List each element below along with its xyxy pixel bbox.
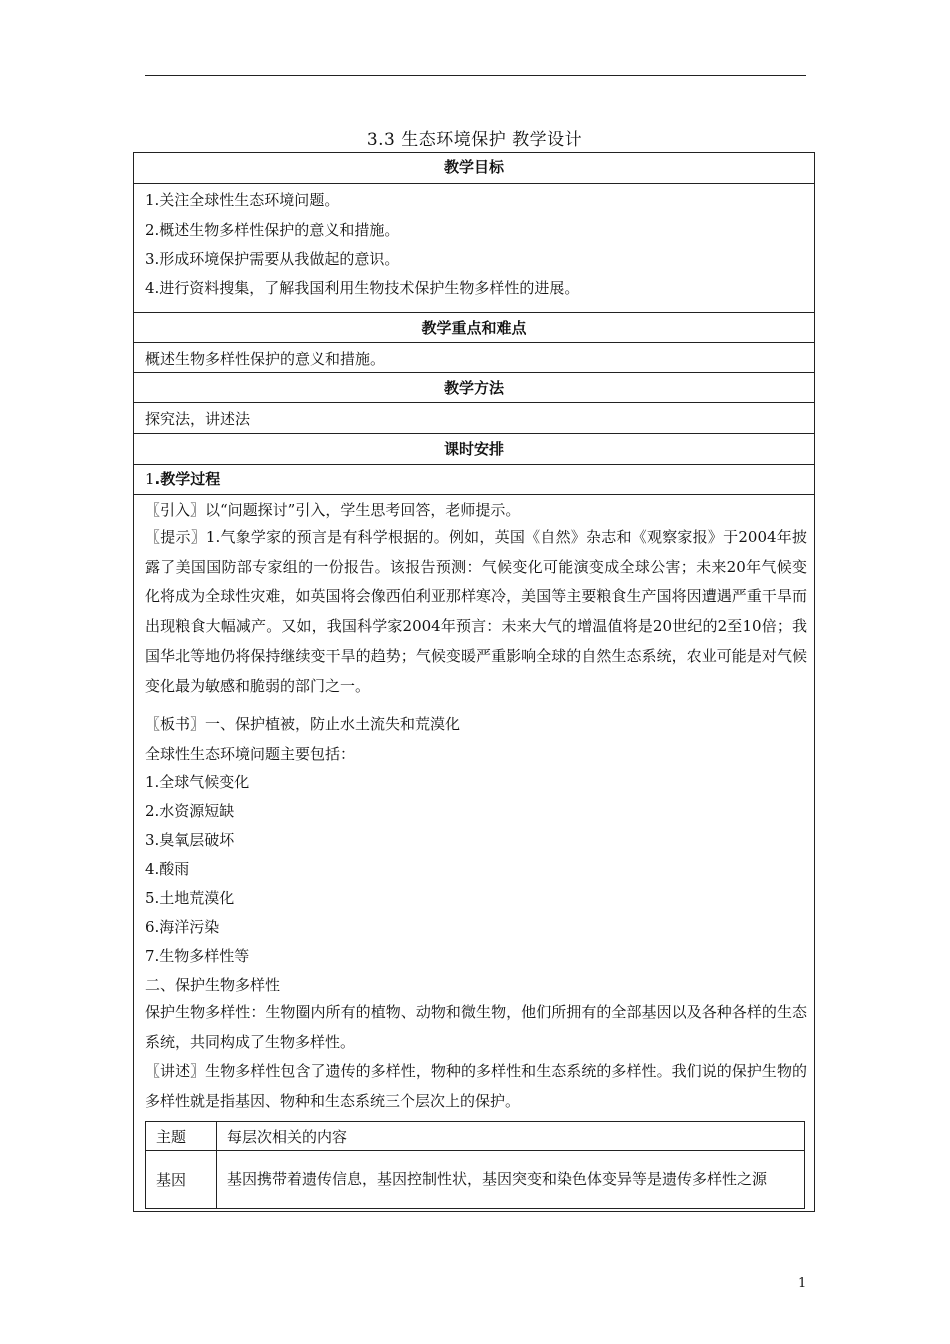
row-divider <box>133 183 815 184</box>
intro-paragraph: 〖引入〗以“问题探讨”引入，学生思考回答，老师提示。 <box>145 501 521 519</box>
biodiversity-definition: 保护生物多样性：生物圈内所有的植物、动物和微生物，他们所拥有的全部基因以及各种各样的生态系统，共同构成了生物多样性。 <box>145 1003 807 1051</box>
process-heading-text: .教学过程 <box>154 470 221 488</box>
table-header-cell: 主题 <box>146 1122 217 1151</box>
table-header-row <box>146 1122 805 1151</box>
hint-paragraph: 〖提示〗1.气象学家的预言是有科学根据的。例如，英国《自然》杂志和《观察家报》于2004年披露了美国国防部专家组的一份报告。该报告预测：气候变化可能演变成全球公害；未来20年气候变化将成为全球性灾难，如英国将会像西伯利亚那样寒冷，美国等主要粮食生产国将因遭遇严重干旱而出现粮食大幅减产。又如，我国科学家2004年预言：未来大气的增温值将是20世纪的2至10倍；我国华北等地仍将保持继续变干旱的趋势；气候变暖严重影响全球的自然生态系统，农业可能是对气候变化最为敏感和脆弱的部门之一。 <box>145 528 807 695</box>
table-row <box>146 1151 805 1209</box>
issue-item-5: 5.土地荒漠化 <box>145 889 235 907</box>
table-header-cell: 每层次相关的内容 <box>217 1122 805 1151</box>
row-divider <box>133 402 815 403</box>
board-note: 〖板书〗一、保护植被，防止水土流失和荒漠化 <box>145 715 461 733</box>
page-number: 1 <box>798 1276 807 1291</box>
schedule-header: 课时安排 <box>133 433 815 464</box>
process-heading <box>145 468 220 489</box>
goal-item-4: 4.进行资料搜集，了解我国利用生物技术保护生物多样性的进展。 <box>145 279 580 297</box>
methods-header: 教学方法 <box>133 372 815 402</box>
table-cell: 基因 <box>146 1151 217 1209</box>
row-divider <box>133 342 815 343</box>
issue-item-2: 2.水资源短缺 <box>145 802 235 820</box>
issue-item-3: 3.臭氧层破坏 <box>145 831 235 849</box>
issue-item-7: 7.生物多样性等 <box>145 947 250 965</box>
goal-item-2: 2.概述生物多样性保护的意义和措施。 <box>145 221 400 239</box>
issue-item-1: 1.全球气候变化 <box>145 773 250 791</box>
process-heading-number: 1 <box>145 470 155 488</box>
issue-item-4: 4.酸雨 <box>145 860 190 878</box>
document-title: 3.3 生态环境保护 教学设计 <box>366 130 583 150</box>
biodiversity-levels-table <box>145 1121 805 1209</box>
goal-item-1: 1.关注全球性生态环境问题。 <box>145 191 340 209</box>
header-rule <box>145 75 806 76</box>
key-points-header: 教学重点和难点 <box>133 312 815 342</box>
goals-header: 教学目标 <box>443 158 504 176</box>
lecture-paragraph: 〖讲述〗生物多样性包含了遗传的多样性，物种的多样性和生态系统的多样性。我们说的保护生物的多样性就是指基因、物种和生态系统三个层次上的保护。 <box>145 1062 807 1110</box>
table-cell: 基因携带着遗传信息，基因控制性状，基因突变和染色体变异等是遗传多样性之源 <box>217 1151 805 1209</box>
issues-intro: 全球性生态环境问题主要包括： <box>145 745 356 763</box>
methods-text: 探究法，讲述法 <box>145 410 251 428</box>
section-two-heading: 二、保护生物多样性 <box>145 976 281 994</box>
goal-item-3: 3.形成环境保护需要从我做起的意识。 <box>145 250 400 268</box>
row-divider <box>133 464 815 465</box>
key-points-text: 概述生物多样性保护的意义和措施。 <box>145 350 386 368</box>
issue-item-6: 6.海洋污染 <box>145 918 220 936</box>
row-divider <box>133 494 815 495</box>
